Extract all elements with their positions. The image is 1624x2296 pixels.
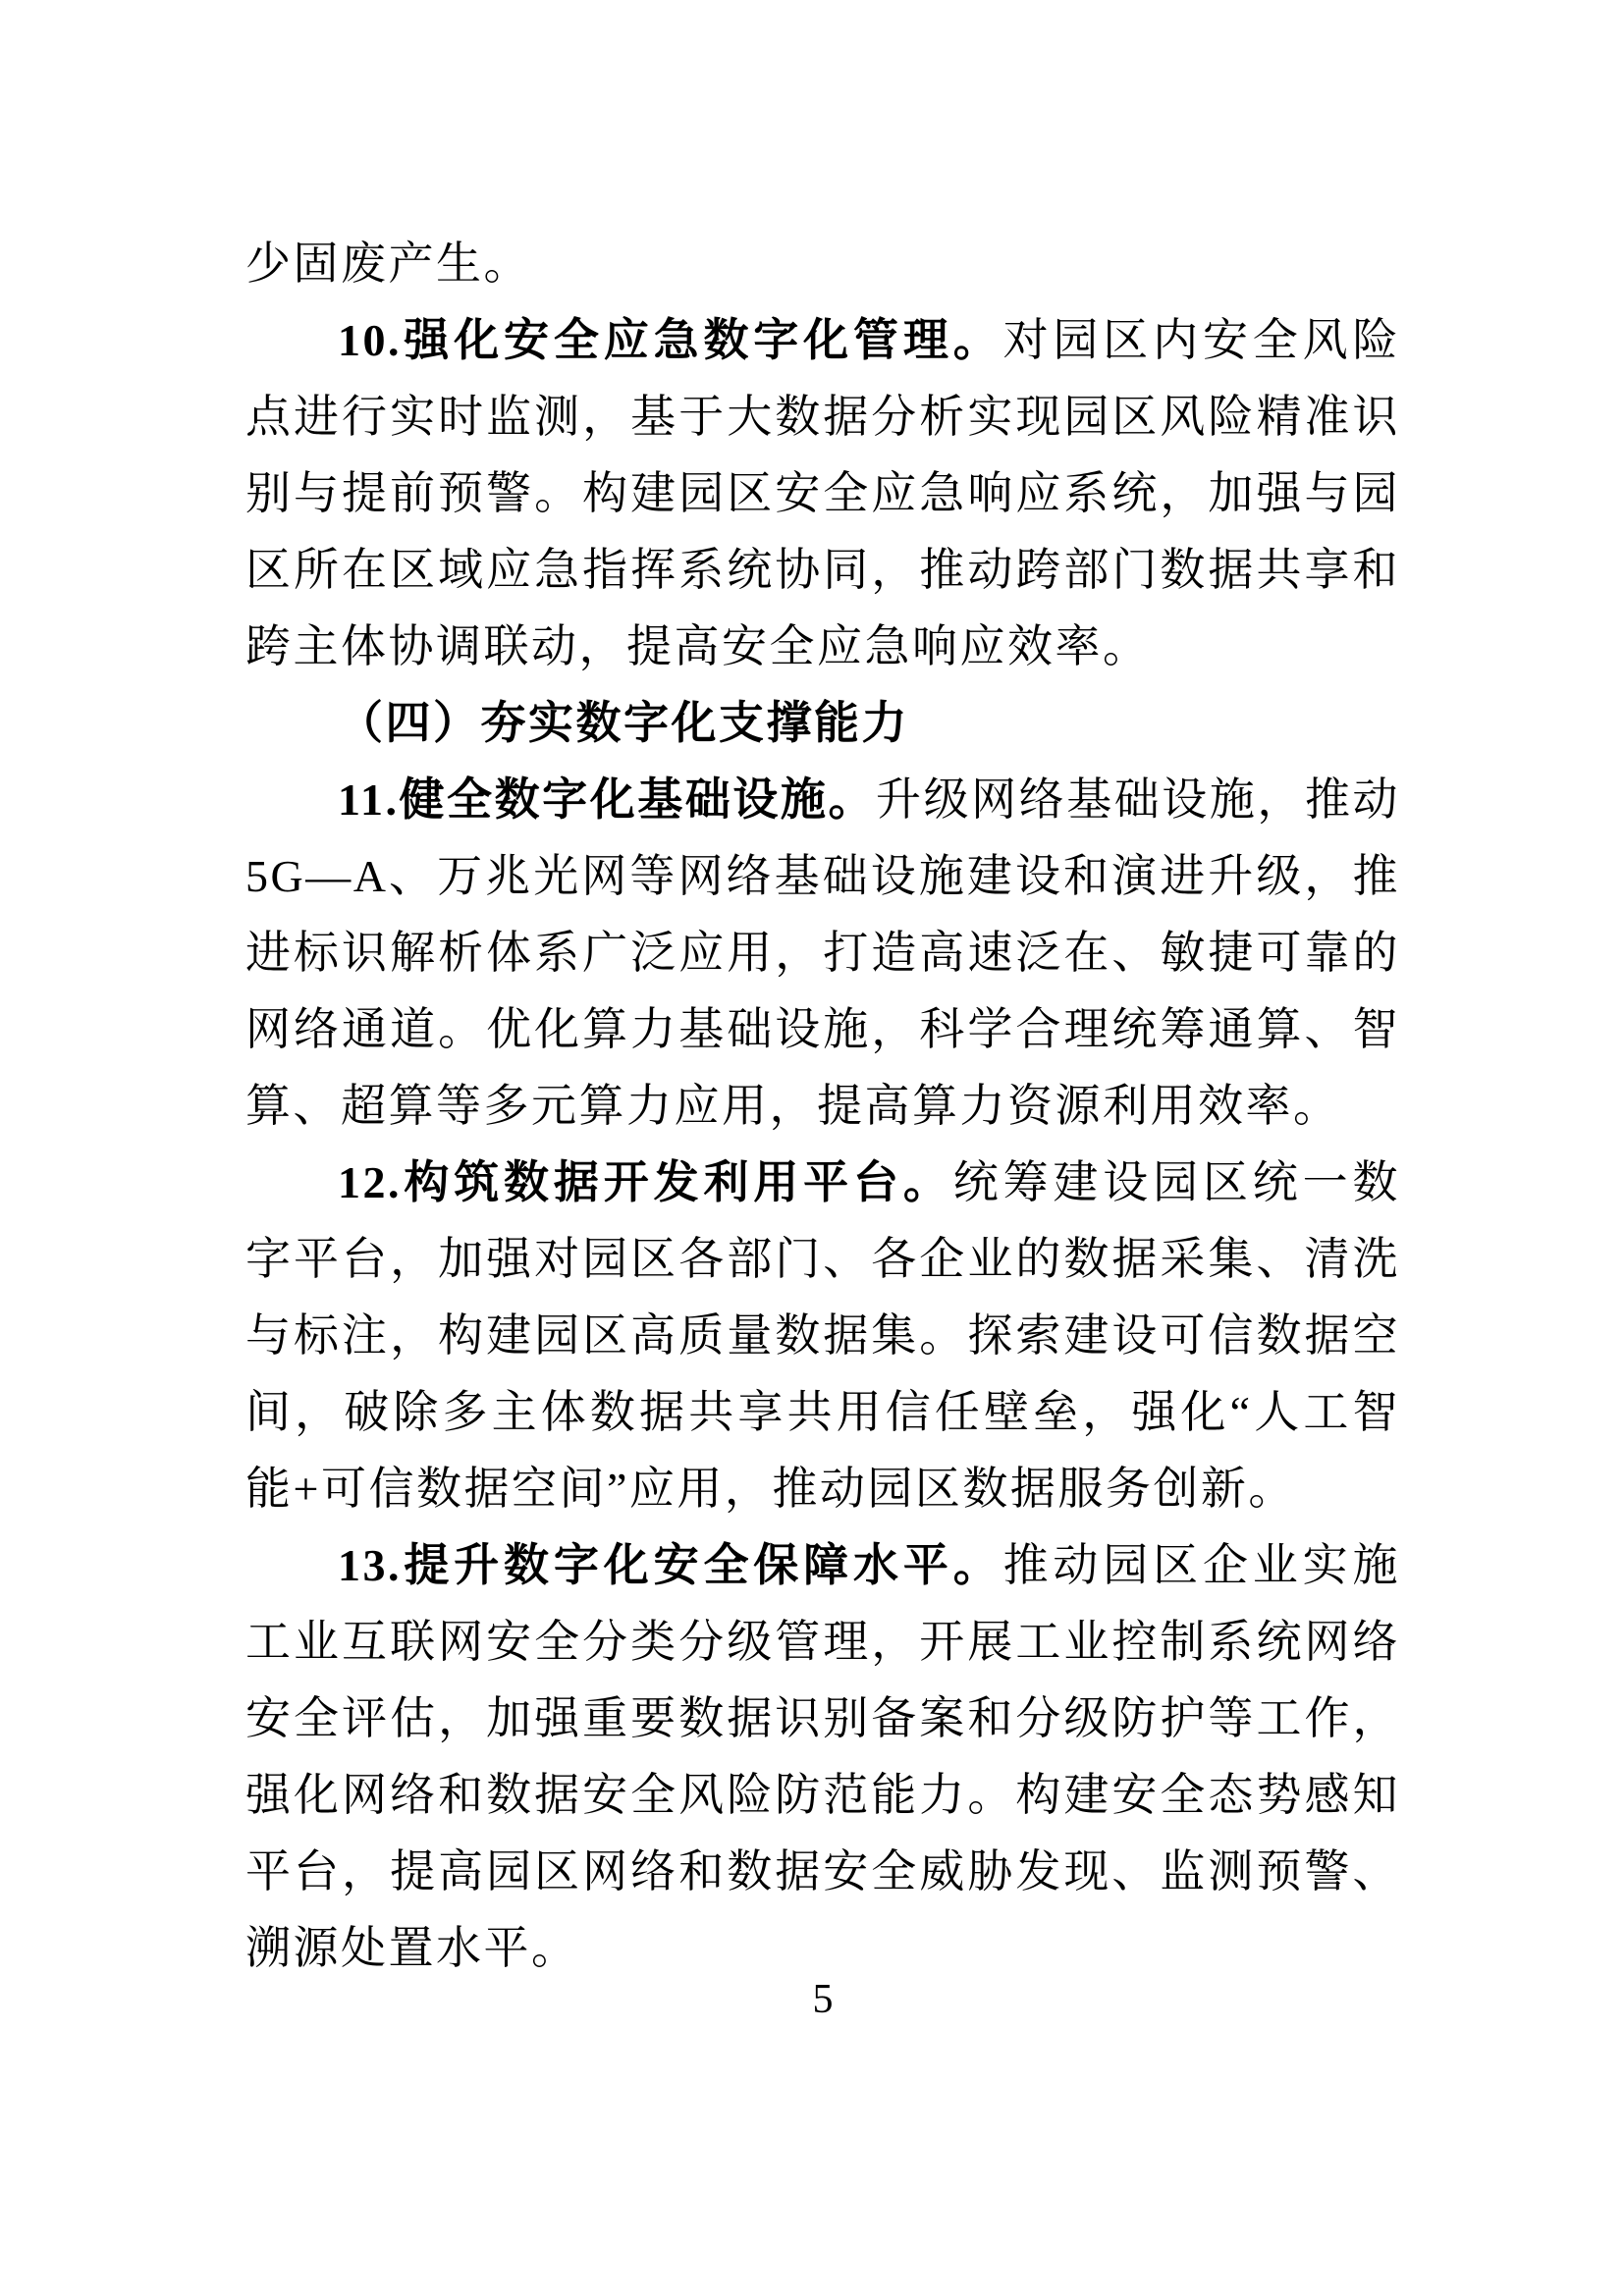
paragraph-10 <box>245 302 1400 685</box>
page-number: 5 <box>812 1977 834 2022</box>
paragraph-11-text: 升级网络基础设施，推动5G—A、万兆光网等网络基础设施建设和演进升级，推进标识解析体系广泛应用，打造高速泛在、敏捷可靠的网络通道。优化算力基础设施，科学合理统筹通算、智算、超算等多元算力应用，提高算力资源利用效率。 <box>245 774 1401 1131</box>
paragraph-12 <box>245 1145 1400 1527</box>
paragraph-10-lead: 10.强化安全应急数字化管理。 <box>338 315 1003 365</box>
paragraph-13-text: 推动园区企业实施工业互联网安全分类分级管理，开展工业控制系统网络安全评估，加强重要数据识别备案和分级防护等工作，强化网络和数据安全风险防范能力。构建安全态势感知平台，提高园区网络和数据安全威胁发现、监测预警、溯源处置水平。 <box>245 1540 1401 1973</box>
document-body <box>245 226 1400 1987</box>
paragraph-13-lead: 13.提升数字化安全保障水平。 <box>338 1540 1003 1590</box>
paragraph-12-lead: 12.构筑数据开发利用平台。 <box>338 1157 953 1207</box>
paragraph-13 <box>245 1527 1400 1987</box>
page-footer <box>245 1979 1400 2020</box>
section-heading-4: （四）夯实数字化支撑能力 <box>338 698 909 748</box>
paragraph-9-continuation: 少固废产生。 <box>245 239 531 289</box>
paragraph-11-lead: 11.健全数字化基础设施。 <box>338 774 877 825</box>
paragraph-10-text: 对园区内安全风险点进行实时监测，基于大数据分析实现园区风险精准识别与提前预警。构建园区安全应急响应系统，加强与园区所在区域应急指挥系统协同，推动跨部门数据共享和跨主体协调联动，提高安全应急响应效率。 <box>245 315 1401 671</box>
paragraph-11 <box>245 762 1400 1145</box>
paragraph-12-text: 统筹建设园区统一数字平台，加强对园区各部门、各企业的数据采集、清洗与标注，构建园区高质量数据集。探索建设可信数据空间，破除多主体数据共享共用信任壁垒，强化“人工智能+可信数据空间”应用，推动园区数据服务创新。 <box>245 1157 1401 1514</box>
